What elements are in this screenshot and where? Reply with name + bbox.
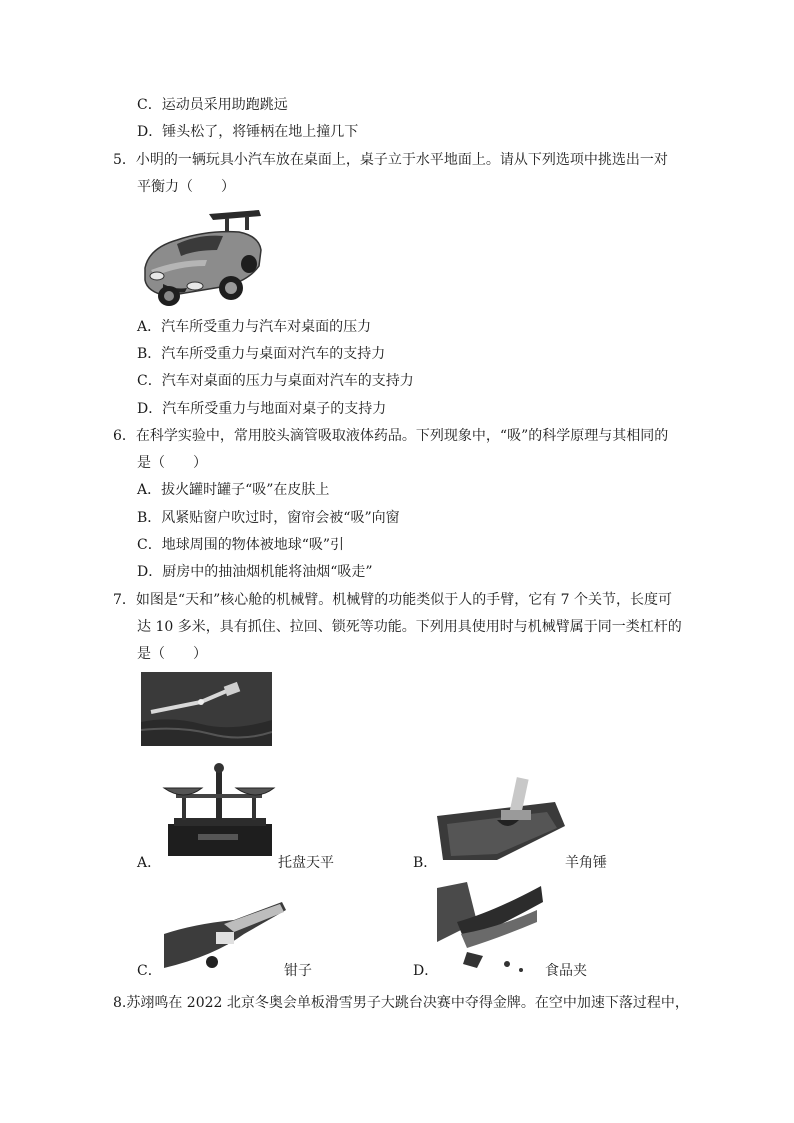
q8-stem-line1: 8.苏翊鸣在 2022 北京冬奥会单板滑雪男子大跳台决赛中夺得金牌。在空中加速下落过程中，: [113, 995, 689, 1011]
q7-stem-line1: 7．如图是“天和”核心舱的机械臂。机械臂的功能类似于人的手臂，它有 7 个关节，长度可: [113, 592, 673, 608]
q7-stem-line2: 达 10 多米，具有抓住、拉回、锁死等功能。下列用具使用时与机械臂属于同一类杠杆的: [137, 619, 682, 635]
q5-option-a: A．汽车所受重力与汽车对桌面的压力: [137, 319, 372, 335]
q6-stem-line2: 是（ ）: [137, 455, 207, 471]
q5-option-d: D．汽车所受重力与地面对桌子的支持力: [137, 401, 387, 417]
q7-option-c-letter: C．: [137, 963, 162, 979]
q4-option-c: C．运动员采用助跑跳远: [137, 97, 288, 113]
q6-option-a: A．拔火罐时罐子“吸”在皮肤上: [137, 482, 330, 498]
q7-option-b-letter: B．: [413, 855, 438, 871]
pliers-image: [164, 898, 286, 970]
q7-option-d-letter: D．: [413, 963, 439, 979]
q6-option-b: B．风紧贴窗户吹过时，窗帘会被“吸”向窗: [137, 510, 400, 526]
toy-car-image: [137, 204, 265, 308]
tray-balance-image: [158, 758, 278, 862]
q5-option-c: C．汽车对桌面的压力与桌面对汽车的支持力: [137, 373, 414, 389]
q7-option-d-name: 食品夹: [545, 963, 587, 979]
robotic-arm-image: [141, 672, 272, 746]
q5-stem-line2: 平衡力（ ）: [137, 179, 235, 195]
food-tongs-image: [437, 882, 545, 976]
q6-option-d: D．厨房中的抽油烟机能将油烟“吸走”: [137, 564, 373, 580]
q4-option-d: D．锤头松了，将锤柄在地上撞几下: [137, 124, 359, 140]
q6-option-c: C．地球周围的物体被地球“吸”引: [137, 537, 345, 553]
q6-stem-line1: 6．在科学实验中，常用胶头滴管吸取液体药品。下列现象中，“吸”的科学原理与其相同的: [113, 428, 669, 444]
q7-option-a-letter: A．: [137, 855, 162, 871]
q7-stem-line3: 是（ ）: [137, 646, 207, 662]
claw-hammer-image: [437, 776, 565, 862]
q7-option-b-name: 羊角锤: [565, 855, 607, 871]
q5-stem-line1: 5．小明的一辆玩具小汽车放在桌面上，桌子立于水平地面上。请从下列选项中挑选出一对: [113, 152, 668, 168]
q5-option-b: B．汽车所受重力与桌面对汽车的支持力: [137, 346, 386, 362]
q7-option-a-name: 托盘天平: [278, 855, 334, 871]
q7-option-c-name: 钳子: [284, 963, 312, 979]
